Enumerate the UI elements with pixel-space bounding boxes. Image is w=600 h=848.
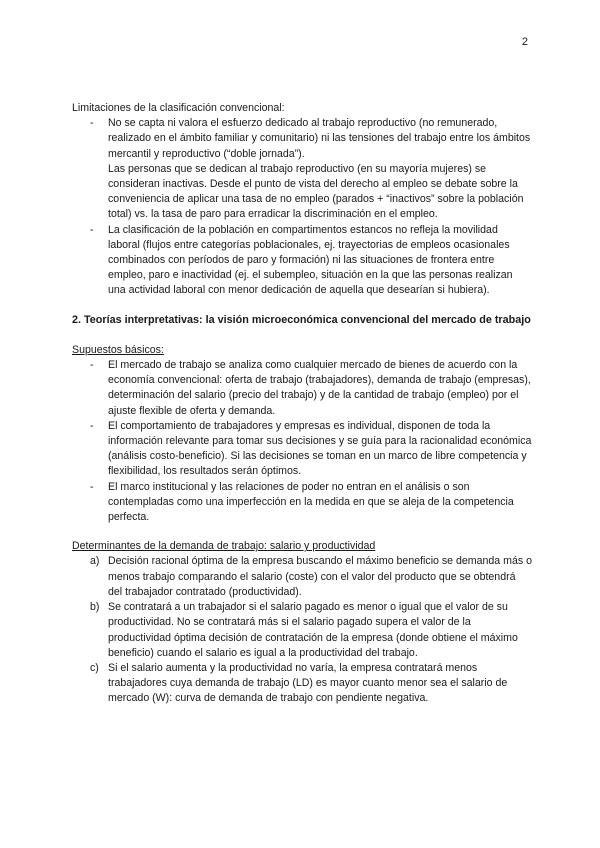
- list-marker: -: [90, 419, 94, 432]
- paragraph: No se capta ni valora el esfuerzo dedicado al trabajo reproductivo (no remunerado, realizado en el ámbito familiar y comunitario) ni las tensiones del trabajo entre los ámbitos mercantil y reproductivo (“doble jornada”).: [108, 117, 531, 160]
- list-marker: -: [90, 359, 94, 372]
- list-item: [72, 419, 532, 480]
- page-number: 2: [521, 36, 528, 48]
- paragraph: Decisión racional óptima de la empresa buscando el máximo beneficio se demanda más o menos trabajo comparando el salario (coste) con el valor del producto que se obtendrá del trabajador contratado (productividad).: [108, 555, 532, 598]
- paragraph: El mercado de trabajo se analiza como cualquier mercado de bienes de acuerdo con la economía convencional: oferta de trabajo (trabajadores), demanda de trabajo (empresas), determinación del salario (precio del trabajo) y de la cantidad de trabajo (empleo) por el ajuste flexible de oferta y demanda.: [108, 359, 531, 417]
- list-item: [72, 358, 532, 419]
- page-content: [72, 101, 532, 707]
- section-title: 2. Teorías interpretativas: la visión microeconómica convencional del mercado de trabajo: [72, 313, 531, 326]
- limitations-list: [72, 116, 532, 298]
- demand-heading: Determinantes de la demanda de trabajo: salario y productividad: [72, 540, 376, 553]
- list-marker: -: [90, 480, 94, 493]
- list-marker: -: [90, 223, 94, 236]
- paragraph: La clasificación de la población en compartimentos estancos no refleja la movilidad laboral (flujos entre categorías poblacionales, ej. trayectorias de empleos ocasionales combinados con períodos de paro y formación) ni las situaciones de frontera entre empleo, paro e inactividad (ej. el subempleo, situación en la que las personas realizan una actividad laboral con menor dedicación de aquella que desearían si hubiera).: [108, 223, 513, 297]
- list-marker: a): [90, 555, 100, 568]
- list-item: [72, 480, 532, 526]
- limitations-heading: Limitaciones de la clasificación convencional:: [72, 102, 285, 114]
- list-marker: b): [90, 601, 100, 614]
- list-item: [72, 116, 532, 222]
- assumptions-heading: Supuestos básicos:: [72, 343, 164, 356]
- paragraph: El comportamiento de trabajadores y empresas es individual, disponen de toda la información relevante para tomar sus decisiones y se guía para la racionalidad económica (análisis costo-beneficio). Si las decisiones se toman en un marco de libre competencia y flexibilidad, los resultados serán óptimos.: [108, 419, 532, 478]
- demand-list: [72, 554, 532, 706]
- assumptions-list: [72, 358, 532, 525]
- list-item: [72, 554, 532, 600]
- list-item: [72, 223, 532, 299]
- paragraph: Se contratará a un trabajador si el salario pagado es menor o igual que el valor de su productividad. No se contratará más si el salario pagado supera el valor de la productividad óptima decisión de contratación de la empresa (donde obtiene el máximo beneficio) cuando el salario es igual a la productividad del trabajo.: [108, 601, 518, 659]
- list-item: [72, 661, 532, 707]
- list-item: [72, 600, 532, 661]
- list-marker: c): [90, 661, 99, 674]
- paragraph: El marco institucional y las relaciones de poder no entran en el análisis o son contempladas como una imperfección en la medida en que se aleja de la competencia perfecta.: [108, 480, 514, 524]
- list-marker: -: [90, 117, 94, 130]
- paragraph: Las personas que se dedican al trabajo reproductivo (en su mayoría mujeres) se consideran inactivas. Desde el punto de vista del derecho al empleo se debate sobre la conveniencia de aplicar una tasa de no empleo (parados + “inactivos” sobre la población total) vs. la tasa de paro para erradicar la discriminación en el empleo.: [108, 162, 524, 221]
- paragraph: Si el salario aumenta y la productividad no varía, la empresa contratará menos trabajadores cuya demanda de trabajo (LD) es mayor cuanto menor sea el salario de mercado (W): curva de demanda de trabajo con pendiente negativa.: [108, 661, 508, 705]
